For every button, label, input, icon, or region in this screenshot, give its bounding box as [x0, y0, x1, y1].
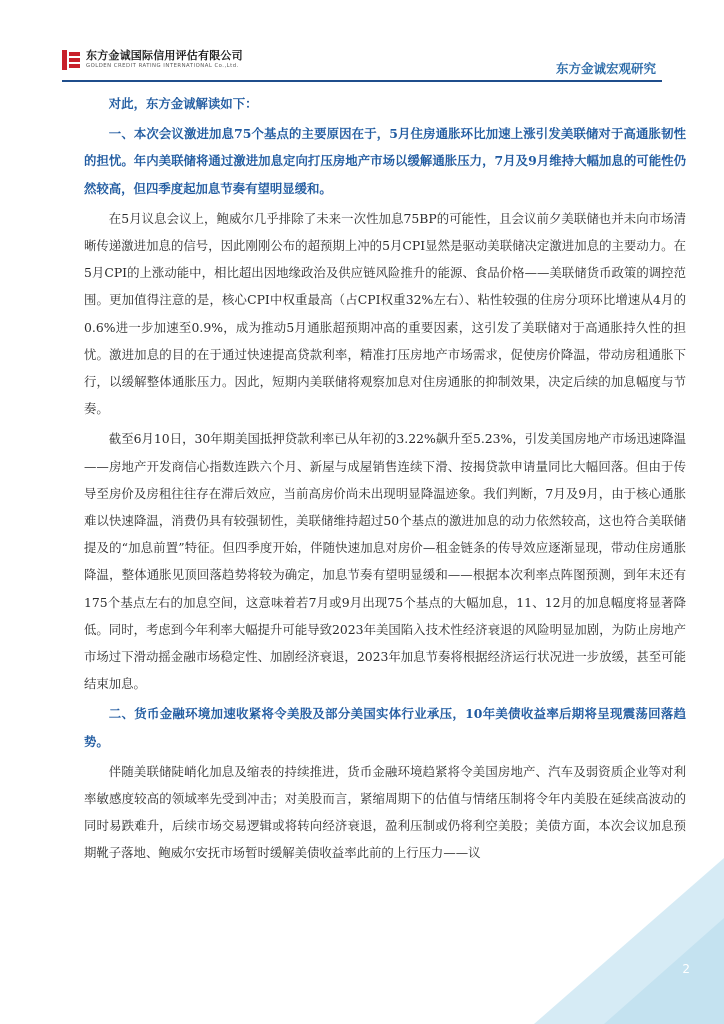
corner-decoration	[534, 858, 724, 1024]
company-name-en: GOLDEN CREDIT RATING INTERNATIONAL Co.,Ltd.	[86, 63, 239, 69]
document-body	[84, 90, 686, 867]
page-number: 2	[682, 962, 690, 976]
section-2-paragraph-1: 伴随美联储陡峭化加息及缩表的持续推进，货币金融环境趋紧将令美国房地产、汽车及弱资质企业等对利率敏感度较高的领域率先受到冲击；对美股而言，紧缩周期下的估值与情绪压制将令年内美股在延续高波动的同时易跌难升，后续市场交易逻辑或将转向经济衰退，盈利压制或仍将利空美股；美债方面，本次会议加息预期靴子落地、鲍威尔安抚市场暂时缓解美债收益率此前的上行压力——议	[84, 763, 686, 861]
section-1-paragraph-1: 在5月议息会议上，鲍威尔几乎排除了未来一次性加息75BP的可能性，且会议前夕美联储也并未向市场清晰传递激进加息的信号，因此刚刚公布的超预期上冲的5月CPI显然是驱动美联储决定激进加息的主要动力。在5月CPI的上涨动能中，相比超出因地缘政治及供应链风险推升的能源、食品价格——美联储货币政策的调控范围。更加值得注意的是，核心CPI中权重最高（占CPI权重32%左右）、粘性较强的住房分项环比增速从4月的0.6%进一步加速至0.9%，成为推动5月通胀超预期冲高的重要因素，这引发了美联储对于高通胀持久性的担忧。激进加息的目的在于通过快速提高贷款利率，精准打压房地产市场需求，促使房价降温，带动房租通胀下行，以缓解整体通胀压力。因此，短期内美联储将观察加息对住房通胀的抑制效果，决定后续的加息幅度与节奏。	[84, 210, 686, 417]
intro-line: 对此，东方金诚解读如下：	[108, 96, 258, 111]
section-1-paragraph-2: 截至6月10日，30年期美国抵押贷款利率已从年初的3.22%飙升至5.23%，引发美国房地产市场迅速降温——房地产开发商信心指数连跌六个月、新屋与成屋销售连续下滑、按揭贷款申请量同比大幅回落。但由于传导至房价及房租往往存在滞后效应，当前高房价尚未出现明显降温迹象。我们判断，7月及9月，由于核心通胀难以快速降温，消费仍具有较强韧性，美联储维持超过50个基点的激进加息的动力依然较高，这也符合美联储提及的“加息前置”特征。但四季度开始，伴随快速加息对房价—租金链条的传导效应逐渐显现，带动住房通胀降温，整体通胀见顶回落趋势将较为确定，加息节奏有望明显缓和——根据本次利率点阵图预测，到年末还有175个基点左右的加息空间，这意味着若7月或9月出现75个基点的大幅加息，11、12月的加息幅度将显著降低。同时，考虑到今年利率大幅提升可能导致2023年美国陷入技术性经济衰退的风险明显加剧，为防止房地产市场过下滑动摇金融市场稳定性、加剧经济衰退，2023年加息节奏将根据经济运行状况进一步放缓，甚至可能结束加息。	[84, 431, 686, 692]
section-1-heading: 一、本次会议激进加息75个基点的主要原因在于，5月住房通胀环比加速上涨引发美联储对于高通胀韧性的担忧。年内美联储将通过激进加息定向打压房地产市场以缓解通胀压力，7月及9月维持大幅加息的可能性仍然较高，但四季度起加息节奏有望明显缓和。	[84, 126, 686, 196]
report-series-title: 东方金诚宏观研究	[555, 61, 656, 76]
company-logo	[62, 50, 243, 70]
header-divider	[62, 80, 662, 82]
company-name-cn: 东方金诚国际信用评估有限公司	[86, 49, 243, 62]
page-header	[0, 0, 724, 86]
logo-icon	[62, 50, 80, 70]
section-2-heading: 二、货币金融环境加速收紧将令美股及部分美国实体行业承压，10年美债收益率后期将呈现震荡回落趋势。	[84, 706, 686, 749]
